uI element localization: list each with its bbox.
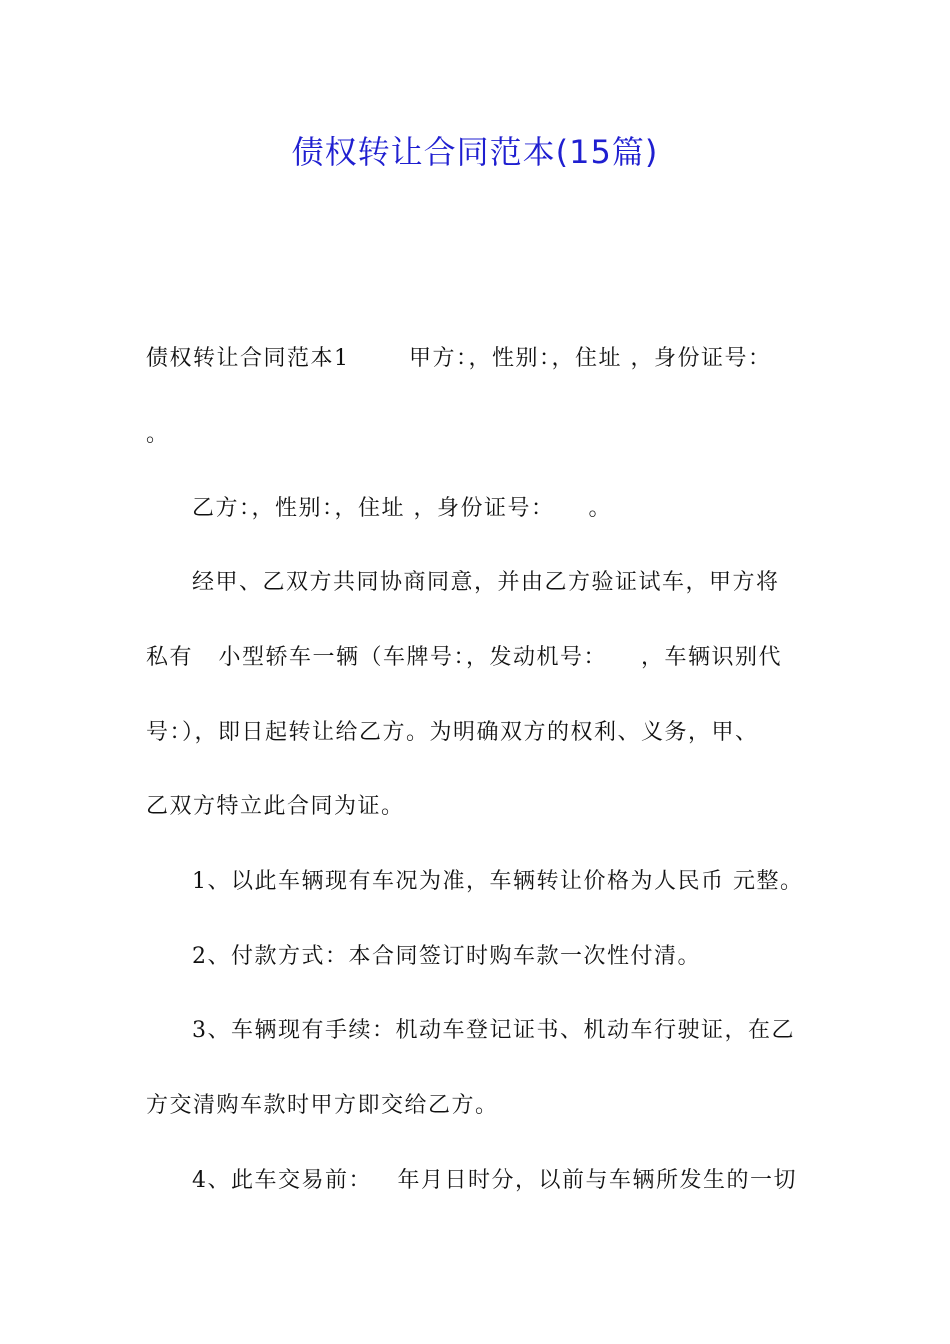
- paragraph-line: 2、付款方式：本合同签订时购车款一次性付清。: [192, 944, 701, 969]
- paragraph-line: 经甲、乙双方共同协商同意，并由乙方验证试车，甲方将: [192, 570, 780, 595]
- paragraph-line: 债权转让合同范本1 甲方：，性别：，住址 ，身份证号：: [146, 346, 772, 371]
- paragraph-line: 4、此车交易前： 年月日时分，以前与车辆所发生的一切: [192, 1168, 797, 1193]
- paragraph-line: 乙双方特立此合同为证。: [146, 794, 405, 819]
- paragraph-line: 号：），即日起转让给乙方。为明确双方的权利、义务，甲、: [146, 720, 759, 745]
- paragraph-line: 1、以此车辆现有车况为准，车辆转让价格为人民币 元整。: [192, 869, 804, 894]
- document-title: 债权转让合同范本(15篇): [291, 133, 659, 171]
- paragraph-line: 方交清购车款时甲方即交给乙方。: [146, 1093, 499, 1118]
- paragraph-line: 3、车辆现有手续：机动车登记证书、机动车行驶证，在乙: [192, 1018, 795, 1043]
- paragraph-line: 。: [146, 422, 170, 447]
- paragraph-line: 乙方：，性别：，住址 ，身份证号： 。: [192, 496, 612, 521]
- paragraph-line: 私有 小型轿车一辆（车牌号：，发动机号： ，车辆识别代: [146, 645, 782, 670]
